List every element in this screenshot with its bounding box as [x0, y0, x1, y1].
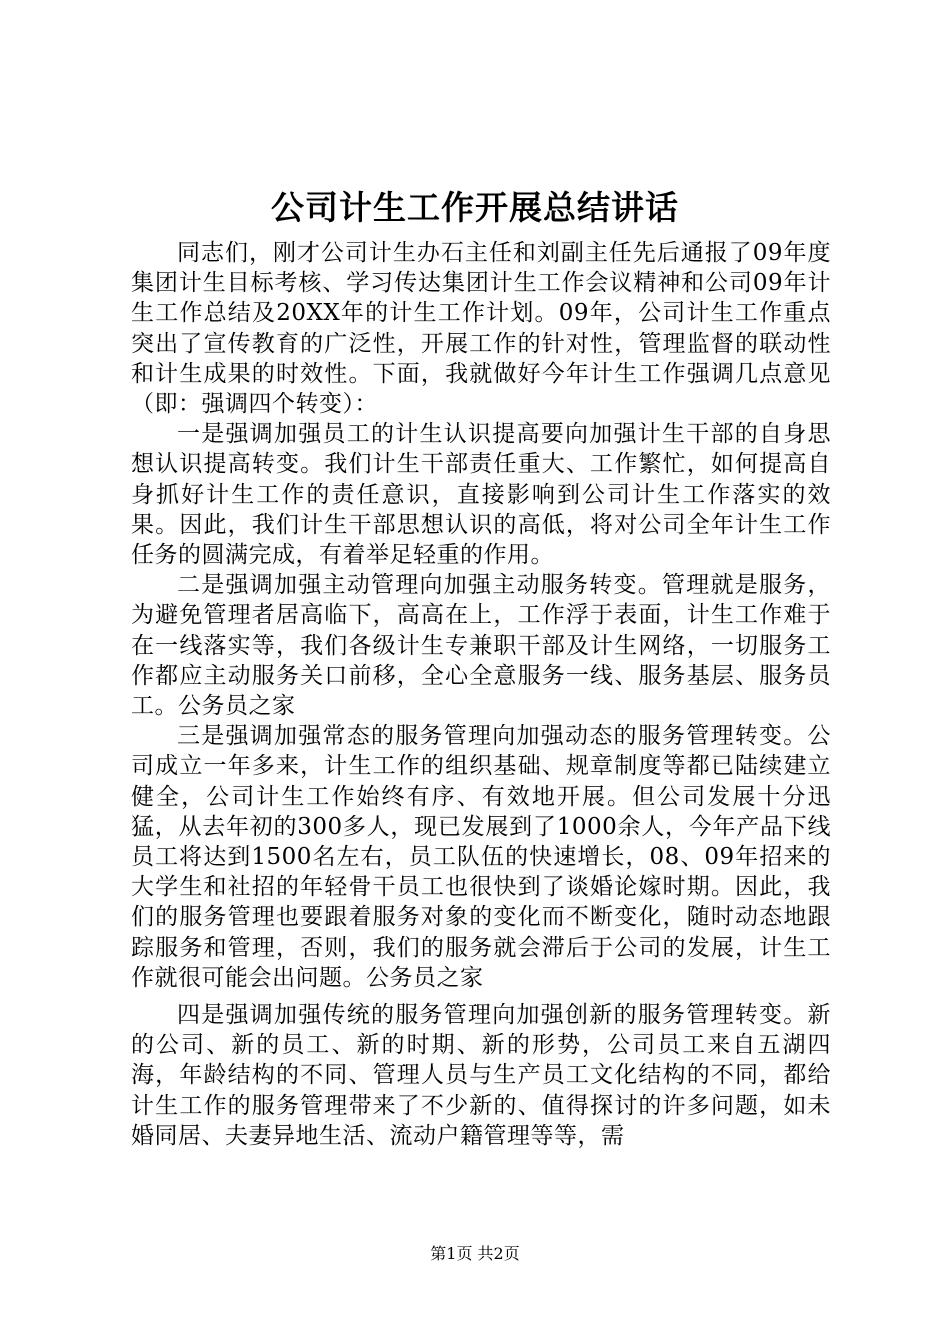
- paragraph-point-four: 四是强调加强传统的服务管理向加强创新的服务管理转变。新的公司、新的员工、新的时期、新的形势，公司员工来自五湖四海，年龄结构的不同、管理人员与生产员工文化结构的不同，都给计生工作的服务管理带来了不少新的、值得探讨的许多问题，如未婚同居、夫妻异地生活、流动户籍管理等等，需: [131, 1002, 831, 1149]
- paragraph-point-one: 一是强调加强员工的计生认识提高要向加强计生干部的自身思想认识提高转变。我们计生干部责任重大、工作繁忙，如何提高自身抓好计生工作的责任意识，直接影响到公司计生工作落实的效果。因此，我们计生干部思想认识的高低，将对公司全年计生工作任务的圆满完成，有着举足轻重的作用。: [131, 421, 831, 569]
- document-body: [131, 238, 831, 1151]
- page-number-footer: 第1页 共2页: [430, 1244, 520, 1263]
- paragraph-point-two: 二是强调加强主动管理向加强主动服务转变。管理就是服务，为避免管理者居高临下，高高在上，工作浮于表面，计生工作难于在一线落实等，我们各级计生专兼职干部及计生网络，一切服务工作都应主动服务关口前移，全心全意服务一线、服务基层、服务员工。公务员之家: [131, 572, 831, 720]
- document-title: 公司计生工作开展总结讲话: [271, 188, 679, 227]
- paragraph-intro: 同志们，刚才公司计生办石主任和刘副主任先后通报了09年度集团计生目标考核、学习传达集团计生工作会议精神和公司09年计生工作总结及20XX年的计生工作计划。09年，公司计生工作重点突出了宣传教育的广泛性，开展工作的针对性，管理监督的联动性和计生成果的时效性。下面，我就做好今年计生工作强调几点意见（即：强调四个转变）：: [131, 240, 831, 418]
- paragraph-point-three: 三是强调加强常态的服务管理向加强动态的服务管理转变。公司成立一年多来，计生工作的组织基础、规章制度等都已陆续建立健全，公司计生工作始终有序、有效地开展。但公司发展十分迅猛，从去年初的300多人，现已发展到了1000余人，今年产品下线员工将达到1500名左右，员工队伍的快速增长，08、09年招来的大学生和社招的年轻骨干员工也很快到了谈婚论嫁时期。因此，我们的服务管理也要跟着服务对象的变化而不断变化，随时动态地跟踪服务和管理，否则，我们的服务就会滞后于公司的发展，计生工作就很可能会出问题。公务员之家: [131, 723, 831, 991]
